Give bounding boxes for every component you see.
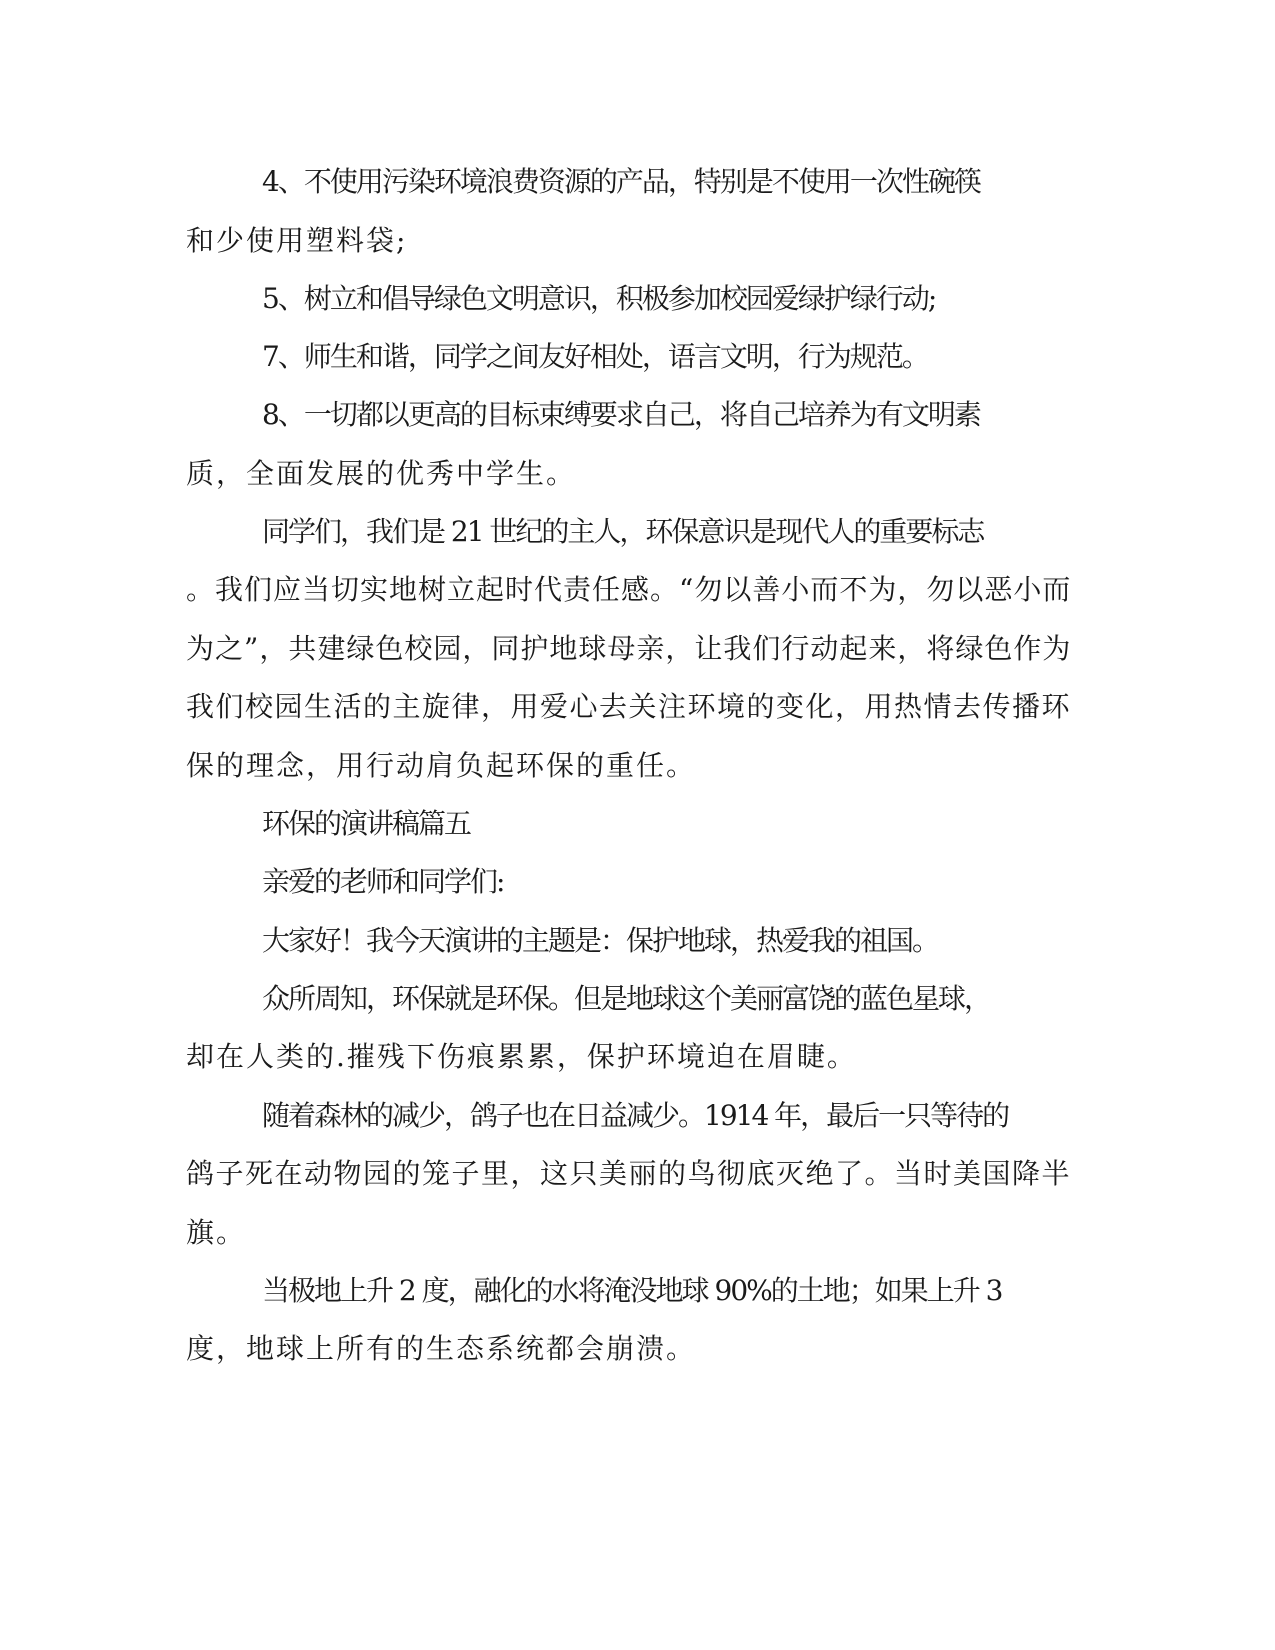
section-heading: 环保的演讲稿篇五 [262, 807, 471, 840]
paragraph-line: 随着森林的减少，鸽子也在日益减少。1914 年，最后一只等待的 [262, 1099, 1009, 1132]
paragraph-line: 众所周知，环保就是环保。但是地球这个美丽富饶的蓝色星球， [262, 982, 991, 1015]
paragraph-line: 5、树立和倡导绿色文明意识，积极参加校园爱绿护绿行动; [262, 282, 936, 315]
paragraph-line: 。我们应当切实地树立起时代责任感。“勿以善小而不为，勿以恶小而 [186, 573, 1072, 606]
paragraph-line: 8、一切都以更高的目标束缚要求自己，将自己培养为有文明素 [262, 398, 980, 431]
salutation: 亲爱的老师和同学们: [262, 865, 504, 898]
paragraph-line: 同学们，我们是 21 世纪的主人，环保意识是现代人的重要标志 [262, 515, 984, 548]
paragraph-line: 度，地球上所有的生态系统都会崩溃。 [186, 1332, 697, 1365]
paragraph-line: 大家好！我今天演讲的主题是：保护地球，热爱我的祖国。 [262, 924, 939, 957]
paragraph-line: 保的理念，用行动肩负起环保的重任。 [186, 749, 697, 782]
paragraph-line: 和少使用塑料袋; [186, 224, 408, 257]
paragraph-line: 鸽子死在动物园的笼子里，这只美丽的鸟彻底灭绝了。当时美国降半 [186, 1157, 1072, 1190]
paragraph-line: 我们校园生活的主旋律，用爱心去关注环境的变化，用热情去传播环 [186, 690, 1072, 723]
paragraph-line: 为之”，共建绿色校园，同护地球母亲，让我们行动起来，将绿色作为 [186, 632, 1072, 665]
paragraph-line: 7、师生和谐，同学之间友好相处，语言文明，行为规范。 [262, 340, 928, 373]
paragraph-line: 当极地上升 2 度，融化的水将淹没地球 90%的土地；如果上升 3 [262, 1274, 1002, 1307]
paragraph-line: 质，全面发展的优秀中学生。 [186, 457, 577, 490]
paragraph-line: 4、不使用污染环境浪费资源的产品，特别是不使用一次性碗筷 [262, 165, 980, 198]
paragraph-line: 旗。 [186, 1216, 247, 1249]
paragraph-line: 却在人类的.摧残下伤痕累累，保护环境迫在眉睫。 [186, 1040, 857, 1073]
